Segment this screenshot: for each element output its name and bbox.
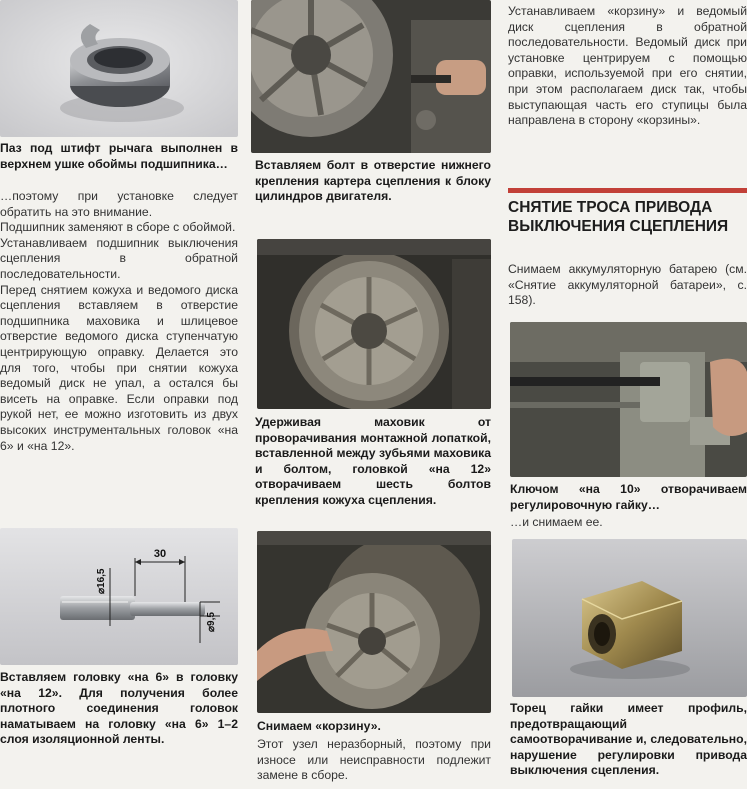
text-basket-note: Этот узел неразборный, поэтому при износе или неисправности подлежит замене в сборе. bbox=[257, 737, 491, 783]
photo-centering-mandrel bbox=[0, 528, 238, 665]
photo-flywheel-clutch bbox=[257, 239, 491, 409]
caption-remove-basket: Снимаем «корзину». bbox=[257, 719, 381, 733]
dimension-diameter-small: ⌀9,5 bbox=[206, 612, 217, 632]
paragraph: Перед снятием кожуха и ведомого диска сцепления вставляем в отверстие подшипника маховика и шлицевое отверстие ведомого диска ступенчатую центрирующую оправку. Делается это для того, чтобы при снятии кожуха ведомый диск не упал, а остался бы висеть на оправке. Если оправки под рукой нет, ее можно изготовить из двух высоких инструментальных головок «на 6» и «на 12». bbox=[0, 282, 238, 453]
paragraph: Устанавливаем подшипник выключения сцепления в обратной последовательности. bbox=[0, 235, 238, 281]
caption-nut-profile: Торец гайки имеет профиль, предотвращающий самоотворачивание и, следовательно, нарушение регулировки привода выключения сцепления. bbox=[510, 701, 747, 778]
text-bearing-notes bbox=[0, 189, 238, 454]
text-remove-nut: …и снимаем ее. bbox=[510, 515, 603, 529]
paragraph: …поэтому при установке следует обратить на это внимание. bbox=[0, 189, 238, 219]
text-remove-battery: Снимаем аккумуляторную батарею (см. «Снятие аккумуляторной батареи», с. 158). bbox=[508, 262, 747, 308]
dimension-length: 30 bbox=[153, 548, 167, 560]
photo-release-bearing bbox=[0, 0, 238, 137]
caption-hold-flywheel: Удерживая маховик от проворачивания монтажной лопаткой, вставленной между зубьями маховика и болтом, головкой «на 12» отворачиваем шесть болтов крепления кожуха сцепления. bbox=[255, 415, 491, 507]
photo-wrench-nut bbox=[510, 322, 747, 477]
caption-insert-bolt: Вставляем болт в отверстие нижнего крепления картера сцепления к блоку цилиндров двигателя. bbox=[255, 158, 491, 204]
dimension-diameter-large: ⌀16,5 bbox=[96, 568, 107, 594]
section-heading: СНЯТИЕ ТРОСА ПРИВОДА ВЫКЛЮЧЕНИЯ СЦЕПЛЕНИЯ bbox=[508, 199, 729, 235]
photo-remove-basket bbox=[257, 531, 491, 713]
photo-bolt-crankcase bbox=[251, 0, 491, 153]
caption-bearing-slot: Паз под штифт рычага выполнен в верхнем ушке обоймы подшипника… bbox=[0, 141, 238, 171]
section-divider bbox=[508, 188, 747, 193]
paragraph: Подшипник заменяют в сборе с обоймой. bbox=[0, 220, 236, 235]
caption-wrench-nut: Ключом «на 10» отворачиваем регулировочную гайку… bbox=[510, 482, 747, 512]
text-install-basket: Устанавливаем «корзину» и ведомый диск сцепления в обратной последовательности. Ведомый диск при установке центрируем с помощью оправки, используемой при его снятии, при этом располагаем диск так, чтобы выступающая часть его ступицы была направлена в сторону «корзины». bbox=[508, 4, 747, 128]
photo-nut-closeup bbox=[512, 539, 747, 697]
caption-socket-assembly: Вставляем головку «на 6» в головку «на 12». Для получения более плотного соединения головок наматываем на головку «на 6» 1–2 слоя изоляционной ленты. bbox=[0, 670, 238, 747]
